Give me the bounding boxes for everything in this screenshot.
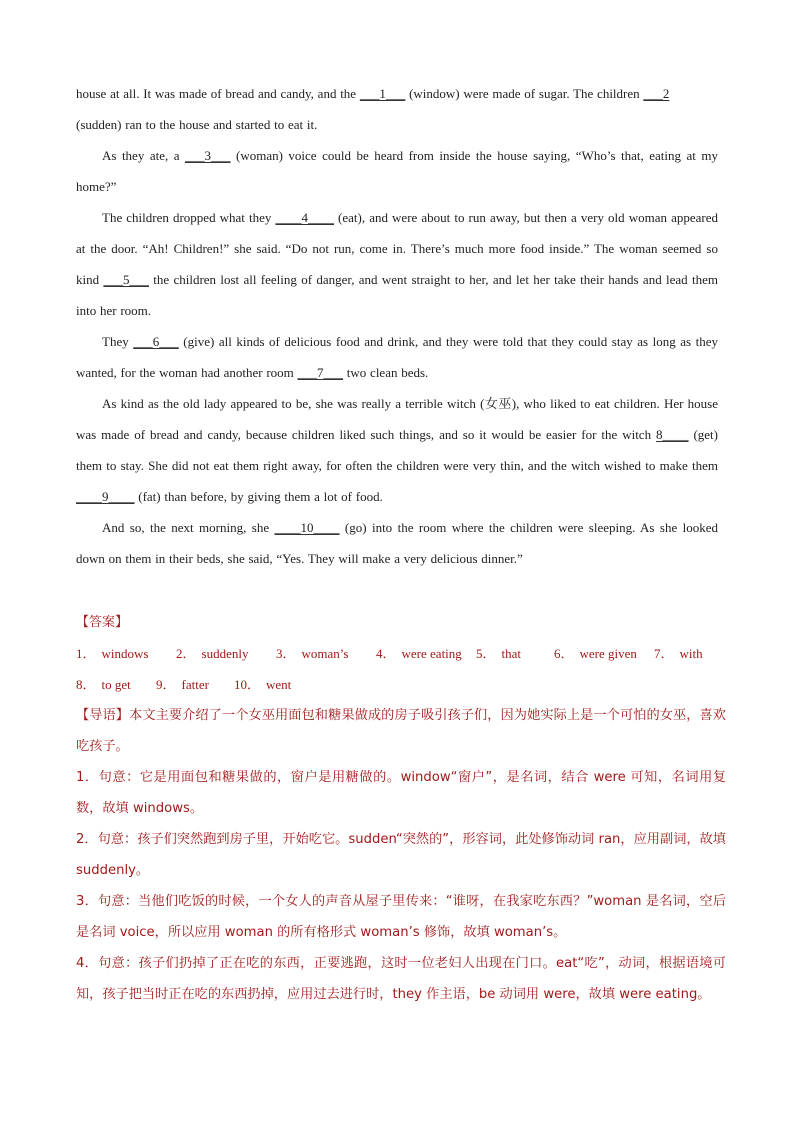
blank-1: ___1___	[359, 86, 406, 101]
explanation-4: 4．句意：孩子们扔掉了正在吃的东西，正要逃跑，这时一位老妇人出现在门口。eat“吃”，动词，根据语境可知，孩子把当时正在吃的东西扔掉，应用过去进行时，they 作主语，be 动词用 were，故填 were eating。	[76, 956, 726, 1002]
explanation-1: 1．句意：它是用面包和糖果做的，窗户是用糖做的。window“窗户”，是名词，结合 were 可知，名词用复数，故填 windows。	[76, 770, 726, 816]
answer-item: 8． to get	[76, 677, 131, 692]
explanation-3: 3．句意：当他们吃饭的时候，一个女人的声音从屋子里传来：“谁呀，在我家吃东西？”woman 是名词，空后是名词 voice，所以应用 woman 的所有格形式 woman’s 修饰，故填 woman’s。	[76, 894, 726, 940]
passage	[76, 78, 718, 574]
answer-label: 【答案】	[76, 615, 129, 630]
blank-3: ___3___	[185, 148, 231, 163]
answer-item: 7． with	[654, 646, 703, 661]
blank-6: ___6___	[133, 334, 179, 349]
paragraph-4: They ___6___ (give) all kinds of delicious food and drink, and they were told that they could stay as long as they wanted, for the woman had another room ___7___ two clean beds.	[76, 326, 718, 388]
blank-8: 8____	[656, 427, 689, 442]
blank-7: ___7___	[297, 365, 344, 380]
answer-item: 4． were eating	[376, 646, 462, 661]
blank-10: ____10____	[274, 520, 340, 535]
paragraph-3: The children dropped what they ____4____ (eat), and were about to run away, but then a very old woman appeared at the door. “Ah! Children!” she said. “Do not run, come in. There’s much more food inside.” The woman seemed so kind ___5___ the children lost all feeling of danger, and went straight to her, and let her take their hands and lead them into her room.	[76, 202, 718, 326]
answer-section	[76, 607, 726, 1010]
answer-item: 3． woman’s	[276, 646, 349, 661]
answer-row-1	[76, 638, 726, 669]
answer-item: 5． that	[476, 646, 522, 661]
blank-4: ____4____	[275, 210, 334, 225]
answer-item: 6． were given	[554, 646, 637, 661]
paragraph-5: As kind as the old lady appeared to be, she was really a terrible witch (女巫), who liked to eat children. Her house was made of bread and candy, because children liked such things, and so it would be easier for the witch 8____ (get) them to stay. She did not eat them right away, for often the children were very thin, and the witch wished to make them ____9____ (fat) than before, by giving them a lot of food.	[76, 388, 718, 512]
answer-row-2	[76, 669, 726, 700]
paragraph-2: As they ate, a ___3___ (woman) voice could be heard from inside the house saying, “Who’s that, eating at my home?”	[76, 140, 718, 202]
blank-5: ___5___	[103, 272, 149, 287]
explanation-2: 2．句意：孩子们突然跑到房子里，开始吃它。sudden“突然的”，形容词，此处修饰动词 ran，应用副词，故填 suddenly。	[76, 832, 726, 878]
guide-intro: 【导语】本文主要介绍了一个女巫用面包和糖果做成的房子吸引孩子们，因为她实际上是一个可怕的女巫，喜欢吃孩子。	[76, 708, 726, 754]
answer-item: 9． fatter	[156, 677, 209, 692]
blank-9: ____9____	[76, 489, 135, 504]
answer-item: 1． windows	[76, 646, 149, 661]
answer-item: 2． suddenly	[176, 646, 249, 661]
paragraph-1: house at all. It was made of bread and candy, and the ___1___ (window) were made of sugar. The children ___2 (sudden) ran to the house and started to eat it.	[76, 78, 718, 140]
answer-item: 10． went	[234, 677, 292, 692]
blank-2: ___2	[643, 86, 670, 101]
paragraph-6: And so, the next morning, she ____10____ (go) into the room where the children were sleeping. As she looked down on them in their beds, she said, “Yes. They will make a very delicious dinner.”	[76, 512, 718, 574]
